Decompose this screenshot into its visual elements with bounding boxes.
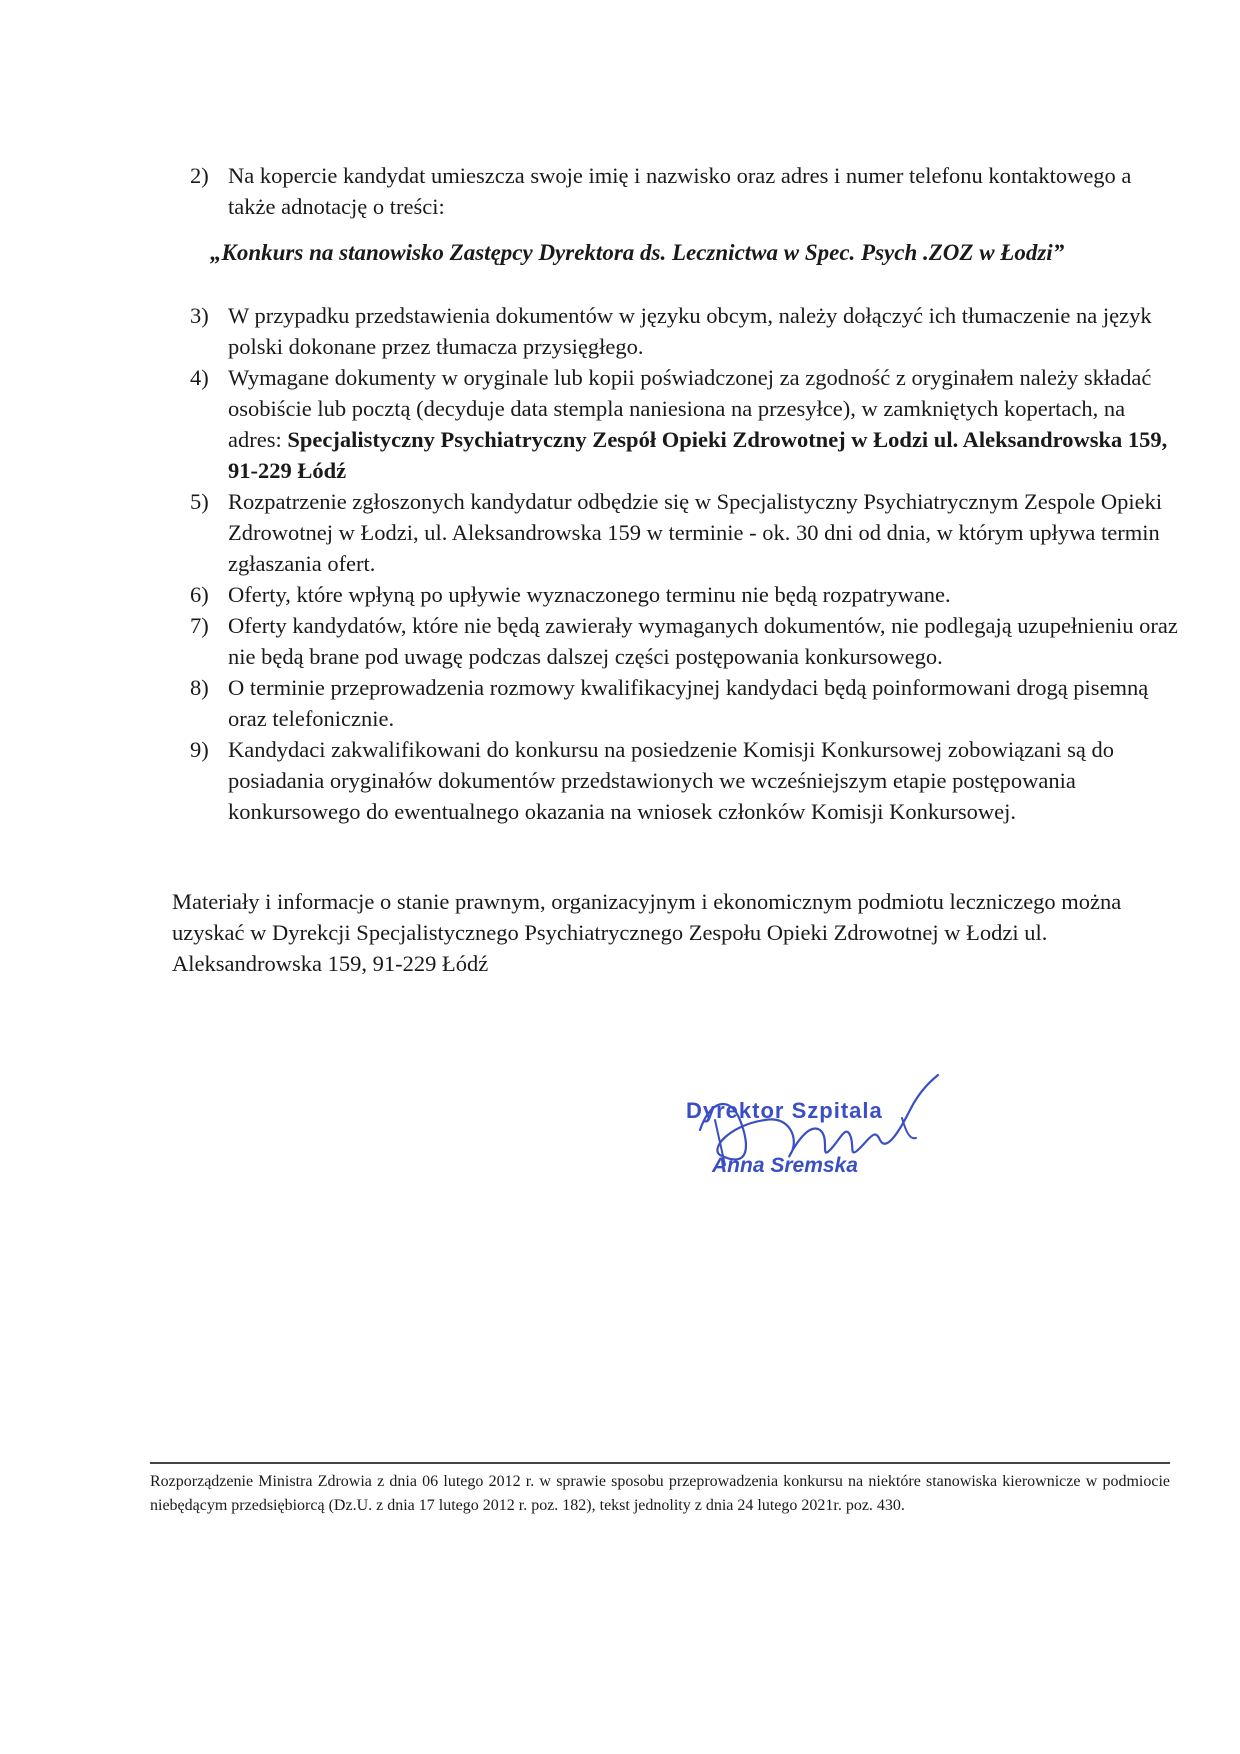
item-text: Kandydaci zakwalifikowani do konkursu na posiedzenie Komisji Konkursowej zobowiązani są do posiadania oryginałów dokumentów przedstawionych we wcześniejszym etapie postępowania konkursowego do ewentualnego okazania na wniosek członków Komisji Konkursowej. xyxy=(228,737,1115,824)
item-text: Rozpatrzenie zgłoszonych kandydatur odbędzie się w Specjalistyczny Psychiatrycznym Zespole Opieki Zdrowotnej w Łodzi, ul. Aleksandrowska 159 w terminie - ok. 30 dni od dnia, w którym upływa termin zgłaszania ofert. xyxy=(228,489,1163,576)
item-number: 7) xyxy=(190,613,209,638)
stamp-title: Dyrektor Szpitala xyxy=(686,1098,883,1123)
footer-divider xyxy=(150,1462,1170,1464)
item-number: 8) xyxy=(190,675,209,700)
list-item xyxy=(190,160,1180,222)
requirements-list xyxy=(190,300,1180,827)
list-item xyxy=(190,362,1180,486)
address-bold: Specjalistyczny Psychiatryczny Zespół Opieki Zdrowotnej w Łodzi ul. Aleksandrowska 159, 91-229 Łódź xyxy=(228,427,1168,483)
list-item xyxy=(190,300,1180,362)
materials-paragraph: Materiały i informacje o stanie prawnym, organizacyjnym i ekonomicznym podmiotu leczniczego można uzyskać w Dyrekcji Specjalistycznego Psychiatrycznego Zespołu Opieki Zdrowotnej w Łodzi ul. Aleksandrowska 159, 91-229 Łódź xyxy=(172,889,1122,976)
item-number: 2) xyxy=(190,163,209,188)
list-item xyxy=(190,579,1180,610)
signature-stamp xyxy=(670,1060,970,1200)
item-text: W przypadku przedstawienia dokumentów w języku obcym, należy dołączyć ich tłumaczenie na język polski dokonane przez tłumacza przysięgłego. xyxy=(228,303,1152,359)
item-number: 4) xyxy=(190,365,209,390)
footer-legal-note: Rozporządzenie Ministra Zdrowia z dnia 06 lutego 2012 r. w sprawie sposobu przeprowadzenia konkursu na niektóre stanowiska kierownicze w podmiocie niebędącym przedsiębiorcą (Dz.U. z dnia 17 lutego 2012 r. poz. 182), tekst jednolity z dnia 24 lutego 2021r. poz. 430. xyxy=(150,1473,1170,1514)
list-item xyxy=(190,672,1180,734)
list-item xyxy=(190,610,1180,672)
list-item xyxy=(190,734,1180,827)
item-number: 9) xyxy=(190,737,209,762)
quoted-annotation: „Konkurs na stanowisko Zastępcy Dyrektora ds. Lecznictwa w Spec. Psych .ZOZ w Łodzi” xyxy=(210,240,1065,265)
list-item xyxy=(190,486,1180,579)
item-number: 6) xyxy=(190,582,209,607)
list-item-2 xyxy=(190,160,1180,222)
item-number: 3) xyxy=(190,303,209,328)
item-number: 5) xyxy=(190,489,209,514)
item-text: Wymagane dokumenty w oryginale lub kopii poświadczonej za zgodność z oryginałem należy składać osobiście lub pocztą (decyduje data stempla naniesiona na przesyłce), w zamkniętych kopertach, na adres: xyxy=(228,365,1152,452)
item-text: Oferty, które wpłyną po upływie wyznaczonego terminu nie będą rozpatrywane. xyxy=(228,582,951,607)
stamp-name: Anna Sremska xyxy=(712,1154,858,1177)
handwritten-signature-icon xyxy=(670,1060,970,1200)
item-text: Na kopercie kandydat umieszcza swoje imię i nazwisko oraz adres i numer telefonu kontaktowego a także adnotację o treści: xyxy=(228,163,1132,219)
item-text: Oferty kandydatów, które nie będą zawierały wymaganych dokumentów, nie podlegają uzupełnieniu oraz nie będą brane pod uwagę podczas dalszej części postępowania konkursowego. xyxy=(228,613,1178,669)
item-text: O terminie przeprowadzenia rozmowy kwalifikacyjnej kandydaci będą poinformowani drogą pisemną oraz telefonicznie. xyxy=(228,675,1149,731)
